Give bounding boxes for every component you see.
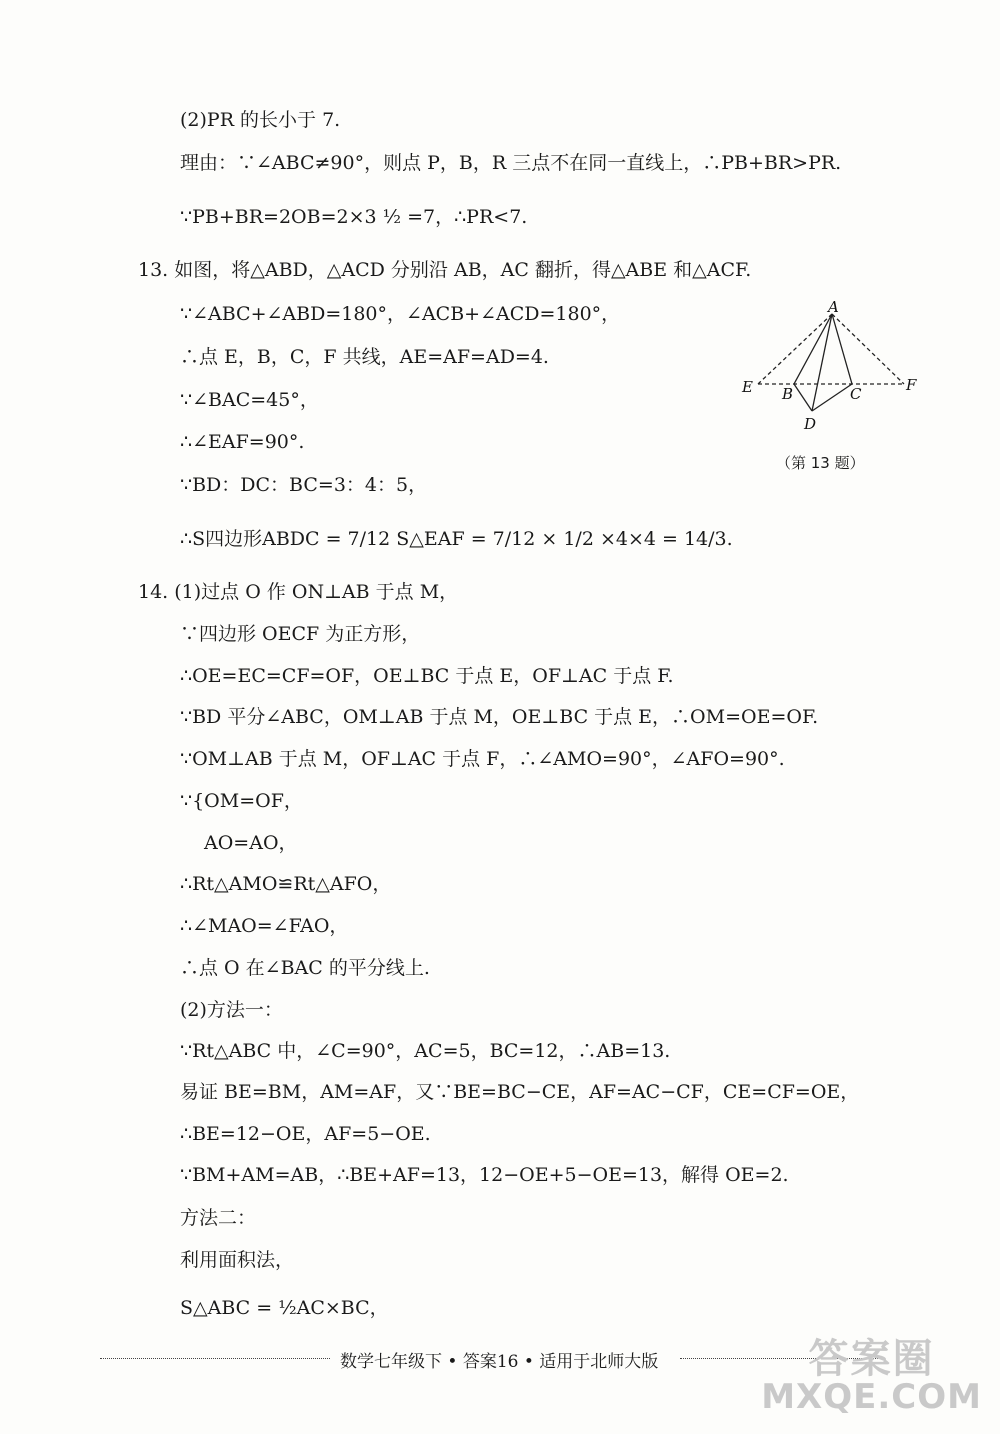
text-line: ∴BE=12−OE，AF=5−OE. (180, 1123, 431, 1145)
triangle-diagram (738, 298, 928, 443)
text-line: ∵BM+AM=AB，∴BE+AF=13，12−OE+5−OE=13，解得 OE=2. (180, 1164, 789, 1186)
vertex-label-A: A (828, 298, 839, 316)
vertex-label-D: D (804, 415, 817, 433)
segment-BD (794, 384, 812, 411)
vertex-label-F: F (906, 376, 917, 394)
text-line: ∴∠EAF=90°. (180, 431, 305, 453)
text-line: (2)PR 的长小于 7. (180, 109, 341, 131)
text-line: ∵Rt△ABC 中，∠C=90°，AC=5，BC=12，∴AB=13. (180, 1040, 671, 1062)
segment-AD (812, 314, 832, 411)
brace-system-line-1: ∵{OM=OF， (180, 790, 303, 812)
text-line: ∴点 O 在∠BAC 的平分线上. (180, 957, 430, 979)
segment-AB (794, 314, 832, 384)
area-formula: ∴S四边形ABDC = 7/12 S△EAF = 7/12 × 1/2 ×4×4 = 14/3. (180, 528, 733, 550)
segment-AE (758, 314, 832, 384)
text-line: ∵BD：DC：BC=3：4：5， (180, 474, 428, 496)
text-line: 利用面积法， (180, 1249, 295, 1271)
text-line: ∵∠BAC=45°， (180, 389, 319, 411)
segment-CD (812, 384, 852, 411)
segment-AF (832, 314, 904, 384)
text-line: ∴点 E，B，C，F 共线，AE=AF=AD=4. (180, 346, 549, 368)
footer-rule-left (100, 1358, 330, 1359)
area-formula: S△ABC = ½AC×BC， (180, 1297, 389, 1319)
problem-13-figure (738, 298, 928, 443)
text-line: ∵OM⊥AB 于点 M，OF⊥AC 于点 F，∴∠AMO=90°，∠AFO=90°. (180, 748, 785, 770)
text-line: ∴OE=EC=CF=OF，OE⊥BC 于点 E，OF⊥AC 于点 F. (180, 665, 674, 687)
watermark-url: MXQE.COM (761, 1377, 982, 1418)
vertex-label-E: E (742, 378, 753, 396)
brace-system-line-2: AO=AO， (204, 832, 298, 854)
vertex-label-C: C (850, 385, 862, 403)
text-line: ∵∠ABC+∠ABD=180°，∠ACB+∠ACD=180°， (180, 303, 621, 325)
text-line: ∵PB+BR=2OB=2×3 ½ =7，∴PR<7. (180, 206, 528, 228)
text-line: ∵BD 平分∠ABC，OM⊥AB 于点 M，OE⊥BC 于点 E，∴OM=OE=OF. (180, 706, 819, 728)
footer-text: 数学七年级下 • 答案16 • 适用于北师大版 (340, 1352, 659, 1372)
method-heading: 方法二： (180, 1207, 257, 1229)
figure-caption: （第 13 题） (776, 454, 865, 472)
vertex-label-B: B (782, 385, 794, 403)
problem-13-heading: 13. 如图，将△ABD，△ACD 分别沿 AB，AC 翻折，得△ABE 和△ACF. (138, 259, 752, 281)
problem-14-heading: 14. (1)过点 O 作 ON⊥AB 于点 M， (138, 581, 459, 603)
watermark-logo: 答案圈 (808, 1336, 935, 1383)
text-line: ∴Rt△AMO≌Rt△AFO， (180, 873, 392, 895)
text-line: ∵四边形 OECF 为正方形， (180, 623, 421, 645)
text-line: 理由：∵∠ABC≠90°，则点 P，B，R 三点不在同一直线上，∴PB+BR>PR. (180, 152, 842, 174)
text-line: ∴∠MAO=∠FAO， (180, 915, 349, 937)
site-watermark (761, 1338, 982, 1416)
method-heading: (2)方法一： (180, 999, 283, 1021)
text-line: 易证 BE=BM，AM=AF，又∵BE=BC−CE，AF=AC−CF，CE=CF=OE， (180, 1081, 860, 1103)
